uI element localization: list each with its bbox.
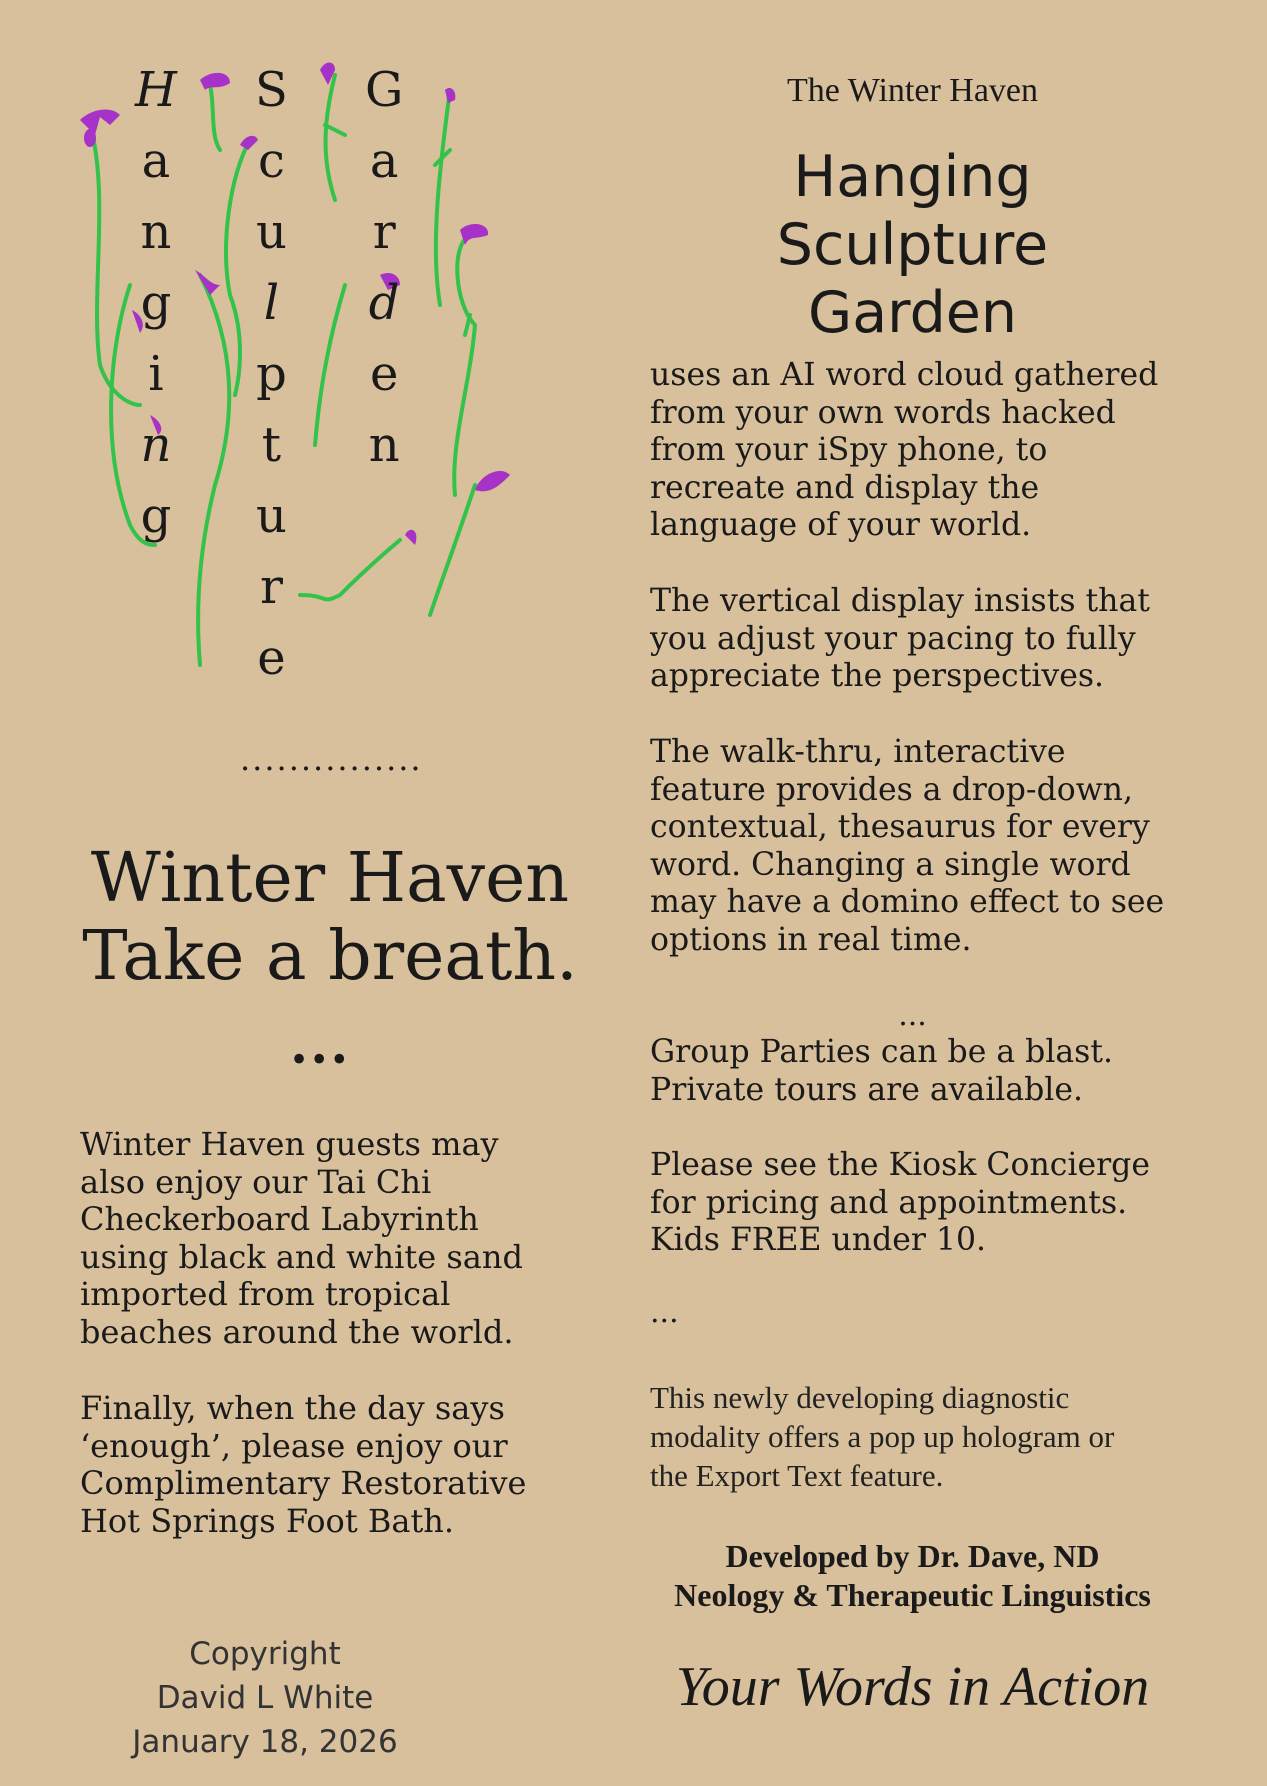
headline-line: Take a breath. — [82, 917, 578, 996]
divider-dots: ............... — [240, 740, 423, 778]
text-line: appreciate the perspectives. — [650, 658, 1105, 694]
paragraph-concierge — [650, 1147, 1180, 1260]
vertical-letter: u — [255, 204, 287, 260]
vertical-letter: g — [140, 275, 172, 331]
vertical-letter: c — [258, 133, 285, 189]
text-line: Developed by Dr. Dave, ND — [725, 1538, 1100, 1574]
text-line: you adjust your pacing to fully — [650, 620, 1136, 657]
text-line: word. Changing a single word — [650, 846, 1131, 883]
developer-credit — [650, 1537, 1175, 1615]
copyright — [110, 1632, 420, 1764]
text-line: using black and white sand — [80, 1237, 523, 1276]
text-line: Hot Springs Foot Bath. — [80, 1501, 455, 1540]
vertical-word-garden — [365, 55, 403, 481]
text-line: also enjoy our Tai Chi — [80, 1162, 432, 1201]
vertical-letter: G — [365, 62, 404, 118]
vertical-letter: r — [372, 204, 396, 260]
vertical-letter: p — [256, 346, 287, 402]
page-title — [650, 143, 1175, 347]
text-line: The walk-thru, interactive — [650, 734, 1066, 770]
ellipsis: ... — [898, 998, 927, 1033]
paragraph-diagnostic — [650, 1378, 1190, 1495]
text-line: Please see the Kiosk Concierge — [650, 1147, 1150, 1183]
text-line: beaches around the world. — [80, 1312, 514, 1351]
text-line: ‘enough’, please enjoy our — [80, 1426, 508, 1465]
paragraph-foot-bath — [80, 1390, 560, 1540]
text-line: This newly developing diagnostic — [650, 1380, 1070, 1415]
title-line: Hanging — [793, 144, 1032, 210]
vertical-letter: l — [263, 275, 280, 331]
venue-name: The Winter Haven — [786, 72, 1038, 109]
vertical-letter: t — [261, 417, 282, 473]
vertical-letter: i — [148, 346, 164, 402]
text-line: Finally, when the day says — [80, 1389, 505, 1427]
text-line: contextual, thesaurus for every — [650, 809, 1150, 845]
text-line: may have a domino effect to see — [650, 884, 1165, 920]
ellipsis: ... — [650, 1295, 679, 1330]
text-line: January 18, 2026 — [132, 1724, 398, 1760]
text-line: language of your world. — [650, 507, 1032, 543]
text-line: The vertical display insists that — [650, 583, 1150, 619]
text-line: Complimentary Restorative — [80, 1464, 527, 1502]
title-line: Sculpture — [776, 212, 1049, 278]
text-line: uses an AI word cloud gathered — [650, 357, 1159, 393]
text-line: from your iSpy phone, to — [650, 432, 1048, 468]
text-line: David L White — [156, 1680, 374, 1716]
vertical-letter: n — [140, 417, 172, 473]
text-line: recreate and display the — [650, 469, 1040, 506]
vertical-letter: H — [135, 62, 177, 118]
vertical-letter: d — [368, 275, 400, 331]
ellipsis: ... — [290, 1015, 351, 1076]
vertical-letter: u — [255, 488, 287, 544]
text-line: from your own words hacked — [650, 394, 1116, 431]
paragraph-labyrinth — [80, 1126, 560, 1351]
tagline: Your Words in Action — [675, 1656, 1150, 1718]
vertical-word-sculpture — [255, 55, 288, 694]
vertical-letter: e — [257, 630, 286, 686]
text-line: options in real time. — [650, 921, 972, 958]
text-line: for pricing and appointments. — [650, 1184, 1128, 1221]
text-line: Winter Haven guests may — [80, 1125, 499, 1163]
text-line: Group Parties can be a blast. — [650, 1034, 1114, 1070]
vertical-letter: a — [369, 133, 399, 189]
vertical-letter: g — [140, 488, 172, 544]
text-line: feature provides a drop-down, — [650, 771, 1133, 808]
vertical-letter: a — [141, 133, 171, 189]
paragraph-walk-thru — [650, 734, 1180, 959]
hanging-sculpture-garden-art — [70, 45, 570, 705]
text-line: the Export Text feature. — [650, 1458, 944, 1493]
paragraph-intro — [650, 357, 1180, 545]
paragraph-groups — [650, 1034, 1180, 1109]
text-line: Kids FREE under 10. — [650, 1222, 987, 1258]
vertical-word-hanging — [135, 55, 177, 552]
text-line: Private tours are available. — [650, 1071, 1084, 1108]
title-line: Garden — [808, 280, 1017, 346]
vertical-letter: e — [369, 346, 399, 402]
text-line: Checkerboard Labyrinth — [80, 1200, 479, 1238]
vertical-letter: n — [368, 417, 400, 473]
text-line: Neology & Therapeutic Linguistics — [674, 1577, 1151, 1613]
headline-line: Winter Haven — [90, 839, 570, 918]
text-line: Copyright — [189, 1636, 341, 1672]
vertical-letter: n — [140, 204, 172, 260]
paragraph-vertical-display — [650, 583, 1180, 696]
text-line: imported from tropical — [80, 1275, 451, 1313]
text-line: modality offers a pop up hologram or — [650, 1419, 1115, 1454]
vertical-letter: r — [259, 559, 283, 615]
vertical-letter: S — [255, 62, 288, 118]
headline — [60, 840, 600, 996]
